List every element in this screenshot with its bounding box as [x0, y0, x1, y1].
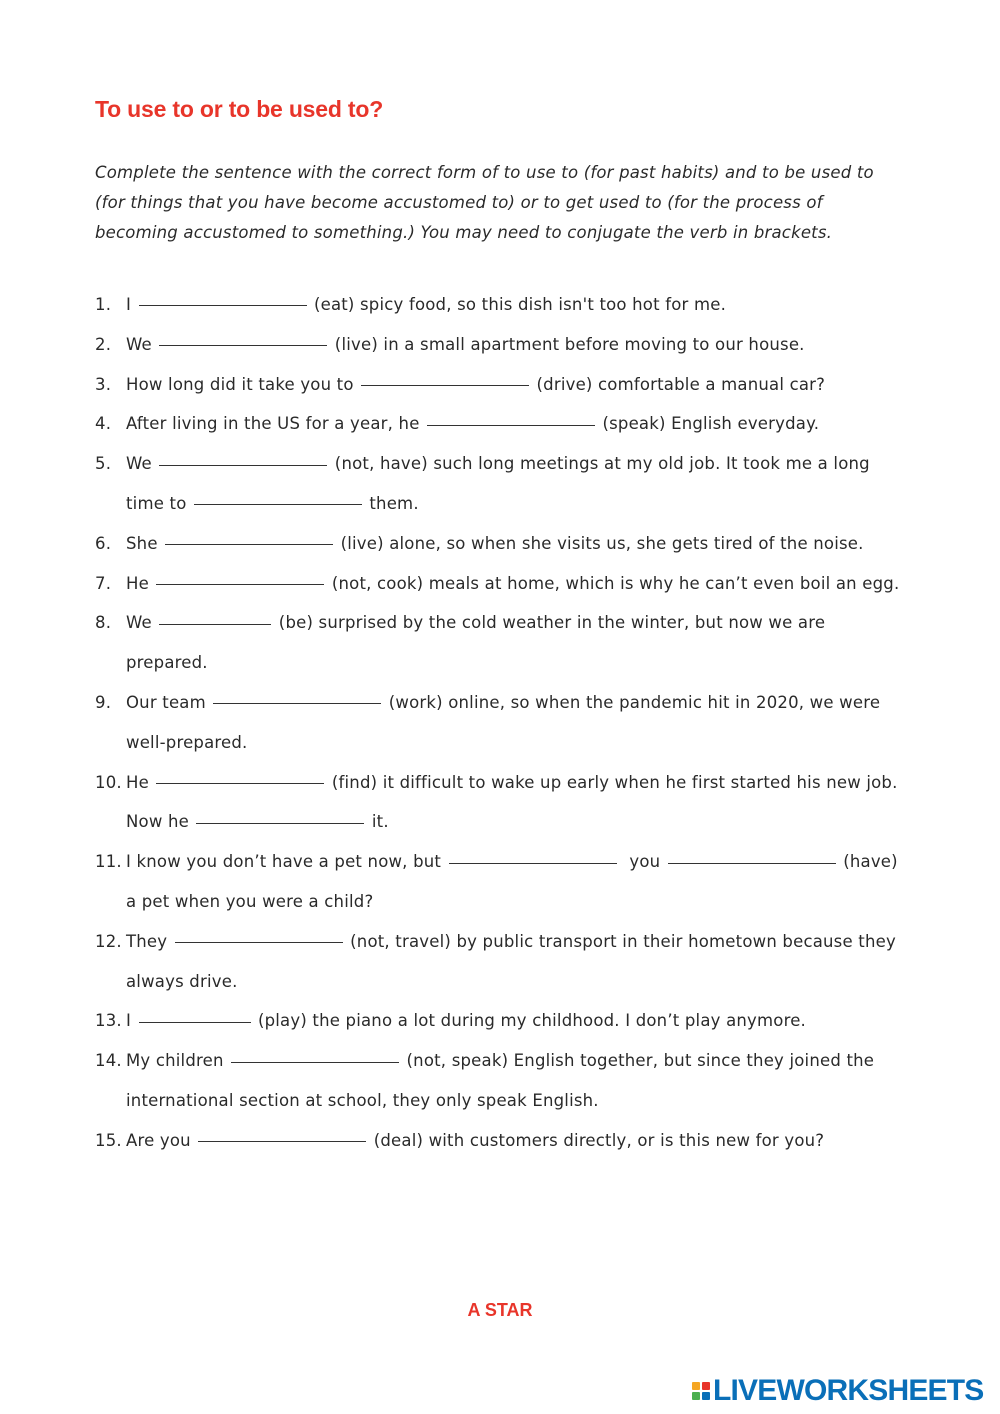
sentence-text: (live) alone, so when she visits us, she gets tired of the noise.: [335, 533, 864, 553]
item-number: 10.: [95, 772, 122, 792]
item-number: 7.: [95, 573, 112, 593]
logo-text: LIVEWORKSHEETS: [713, 1374, 984, 1407]
answer-blank[interactable]: [159, 344, 327, 346]
sentence-text: We: [126, 613, 158, 633]
sentence-text: I: [126, 1011, 137, 1031]
sentence-text: They: [126, 931, 173, 951]
exercise-item: [95, 1001, 905, 1041]
sentence-text: (work) online, so when the pandemic hit in 2020, we were well-prepared.: [126, 692, 886, 752]
sentence-text: (not, cook) meals at home, which is why he can’t even boil an egg.: [326, 573, 900, 593]
answer-blank[interactable]: [165, 543, 333, 545]
item-number: 15.: [95, 1130, 122, 1150]
answer-blank[interactable]: [196, 822, 364, 824]
item-number: 12.: [95, 931, 122, 951]
answer-blank[interactable]: [198, 1140, 366, 1142]
sentence-text: it.: [366, 812, 389, 832]
sentence-text: (not, travel) by public transport in their hometown because they always drive.: [126, 931, 902, 991]
sentence-text: (not, have) such long meetings at my old job. It took me a long time to: [126, 454, 876, 513]
exercise-item: [95, 603, 905, 683]
sentence-text: (eat) spicy food, so this dish isn't too hot for me.: [308, 295, 727, 314]
answer-blank[interactable]: [156, 583, 324, 585]
answer-blank[interactable]: [427, 424, 595, 426]
item-number: 3.: [95, 374, 112, 394]
sentence-text: She: [126, 533, 164, 553]
sentence-text: My children: [126, 1051, 230, 1071]
exercise-item: [95, 285, 905, 325]
sentence-text: We: [126, 454, 158, 474]
sentence-text: Are you: [126, 1130, 197, 1150]
answer-blank[interactable]: [159, 464, 327, 466]
sentence-text: I: [126, 295, 137, 314]
sentence-text: (deal) with customers directly, or is this new for you?: [368, 1130, 825, 1150]
item-number: 9.: [95, 692, 112, 712]
liveworksheets-logo-icon: [692, 1382, 710, 1400]
item-number: 1.: [95, 295, 112, 314]
exercise-list: [95, 285, 905, 1161]
worksheet-title: To use to or to be used to?: [95, 96, 384, 122]
answer-blank[interactable]: [139, 1021, 251, 1023]
answer-blank[interactable]: [156, 782, 324, 784]
answer-blank[interactable]: [231, 1061, 399, 1063]
exercise-item: [95, 524, 905, 564]
answer-blank[interactable]: [194, 503, 362, 505]
sentence-text: How long did it take you to: [126, 374, 360, 394]
exercise-item: [95, 365, 905, 405]
answer-blank[interactable]: [159, 623, 271, 625]
footer-label: A STAR: [467, 1300, 533, 1320]
exercise-item: [95, 325, 905, 365]
item-number: 14.: [95, 1051, 122, 1071]
instructions: Complete the sentence with the correct form of to use to (for past habits) and to be used to (for things that you have become accustomed to) or to get used to (for the process of becoming accustomed to something.) You may need to conjugate the verb in brackets.: [95, 163, 874, 242]
sentence-text: (play) the piano a lot during my childhood. I don’t play anymore.: [252, 1011, 806, 1031]
item-number: 4.: [95, 414, 112, 434]
answer-blank[interactable]: [668, 862, 836, 864]
answer-blank[interactable]: [361, 384, 529, 386]
exercise-item: [95, 842, 905, 922]
sentence-text: Our team: [126, 692, 212, 712]
sentence-text: them.: [363, 493, 419, 513]
liveworksheets-logo[interactable]: [692, 1376, 984, 1406]
exercise-item: [95, 444, 905, 524]
sentence-text: He: [126, 772, 155, 792]
answer-blank[interactable]: [139, 304, 307, 306]
sentence-text: you: [618, 852, 666, 872]
sentence-text: (not, speak) English together, but since they joined the international section at school, they only speak English.: [126, 1051, 880, 1110]
answer-blank[interactable]: [213, 702, 381, 704]
sentence-text: (live) in a small apartment before moving to our house.: [329, 334, 805, 354]
exercise-item: [95, 683, 905, 763]
exercise-item: [95, 922, 905, 1002]
item-number: 5.: [95, 454, 112, 474]
item-number: 13.: [95, 1011, 122, 1031]
exercise-item: [95, 763, 905, 843]
sentence-text: (drive) comfortable a manual car?: [531, 374, 826, 394]
exercise-item: [95, 404, 905, 444]
sentence-text: (find) it difficult to wake up early when he first started his new job. Now he: [126, 772, 904, 832]
answer-blank[interactable]: [175, 941, 343, 943]
item-number: 2.: [95, 334, 112, 354]
sentence-text: (have) a pet when you were a child?: [126, 852, 904, 911]
sentence-text: He: [126, 573, 155, 593]
item-number: 6.: [95, 533, 112, 553]
sentence-text: We: [126, 334, 158, 354]
item-number: 8.: [95, 613, 112, 633]
sentence-text: (be) surprised by the cold weather in the winter, but now we are prepared.: [126, 613, 831, 673]
item-number: 11.: [95, 852, 122, 872]
exercise-item: [95, 1121, 905, 1161]
exercise-item: [95, 564, 905, 604]
sentence-text: After living in the US for a year, he: [126, 414, 426, 434]
exercise-item: [95, 1041, 905, 1121]
sentence-text: (speak) English everyday.: [597, 414, 820, 434]
sentence-text: I know you don’t have a pet now, but: [126, 852, 447, 872]
answer-blank[interactable]: [449, 862, 617, 864]
